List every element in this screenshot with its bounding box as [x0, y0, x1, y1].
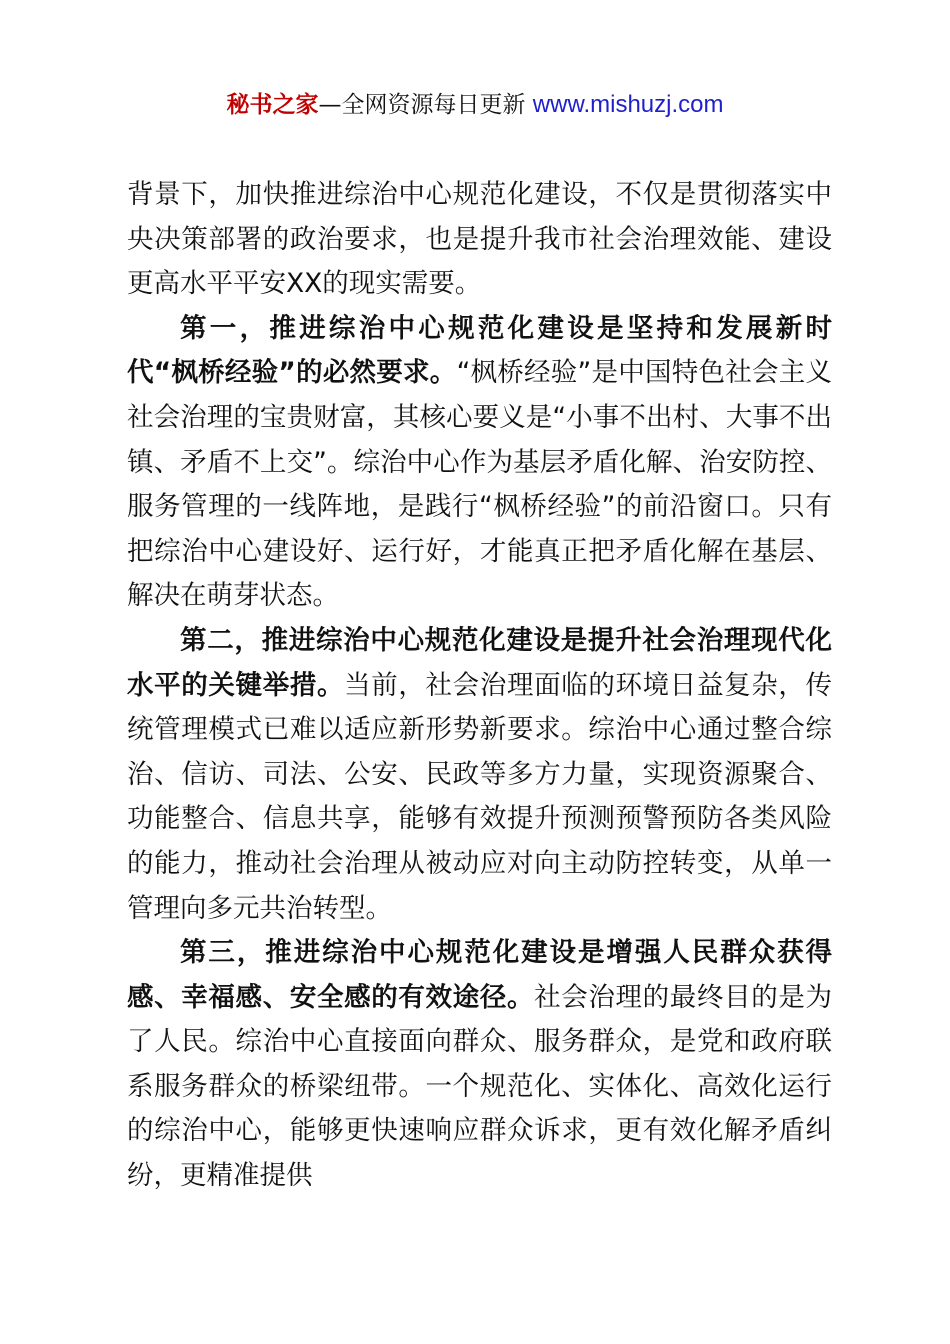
paragraph-lead: 第一，推进综治中心规范化建设是坚持和发展新时代“枫桥经验”的必然要求。 [127, 312, 832, 389]
header-tagline: —全网资源每日更新 [318, 92, 533, 118]
document-body [127, 173, 832, 1199]
paragraph-lead: 第三，推进综治中心规范化建设是增强人民群众获得感、幸福感、安全感的有效途径。 [127, 937, 832, 1013]
site-url-link[interactable]: www.mishuzj.com [532, 91, 724, 118]
brand-name: 秘书之家 [226, 92, 319, 118]
page-header [0, 88, 950, 122]
paragraph-intro [127, 173, 832, 307]
paragraph-second [127, 619, 832, 931]
paragraph-text: “枫桥经验”是中国特色社会主义社会治理的宝贵财富，其核心要义是“小事不出村、大事不出镇、矛盾不上交”。综治中心作为基层矛盾化解、治安防控、服务管理的一线阵地，是践行“枫桥经验”的前沿窗口。只有把综治中心建设好、运行好，才能真正把矛盾化解在基层、解决在萌芽状态。 [127, 357, 832, 612]
paragraph-text: 社会治理的最终目的是为了人民。综治中心直接面向群众、服务群众，是党和政府联系服务群众的桥梁纽带。一个规范化、实体化、高效化运行的综治中心，能够更快速响应群众诉求，更有效化解矛盾纠纷，更精准提供 [127, 981, 833, 1192]
paragraph-lead: 第二，推进综治中心规范化建设是提升社会治理现代化水平的关键举措。 [127, 624, 832, 701]
paragraph-text: 当前，社会治理面临的环境日益复杂，传统管理模式已难以适应新形势新要求。综治中心通过整合综治、信访、司法、公安、民政等多方力量，实现资源聚合、功能整合、信息共享，能够有效提升预测预警预防各类风险的能力，推动社会治理从被动应对向主动防控转变，从单一管理向多元共治转型。 [127, 669, 833, 924]
paragraph-text: 背景下，加快推进综治中心规范化建设，不仅是贯彻落实中央决策部署的政治要求，也是提升我市社会治理效能、建设更高水平平安XX的现实需要。 [127, 179, 832, 300]
paragraph-third [127, 931, 832, 1199]
paragraph-first [127, 307, 832, 619]
